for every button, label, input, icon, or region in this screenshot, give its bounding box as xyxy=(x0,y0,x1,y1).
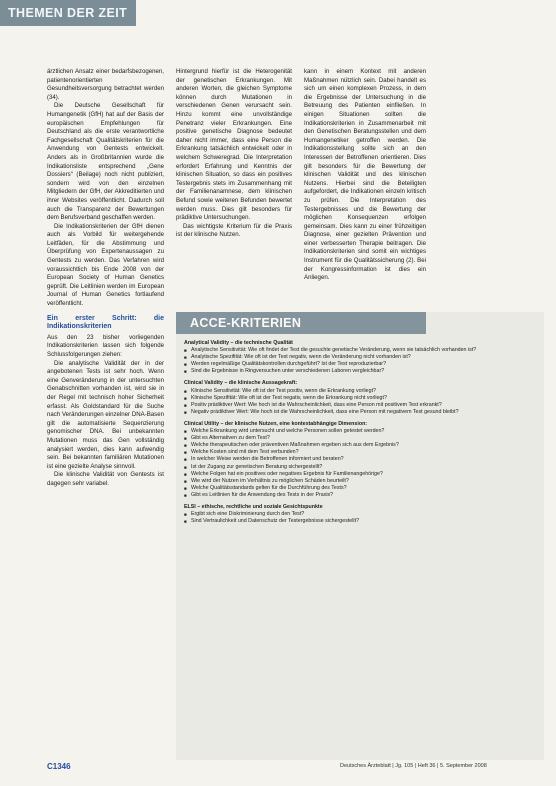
acce-criteria-box xyxy=(176,312,544,760)
criteria-section xyxy=(184,421,536,499)
source-line: Deutsches Ärzteblatt | Jg. 105 | Heft 36 | 5. September 2008 xyxy=(340,763,487,769)
box-title: ACCE-KRITERIEN xyxy=(190,316,302,330)
criteria-section xyxy=(184,340,536,375)
criteria-item: ■ Sind Vertraulichkeit und Datenschutz der Testergebnisse sichergestellt? xyxy=(184,518,536,525)
criteria-item: ■ Negativ prädiktiver Wert: Wie hoch ist die Wahrscheinlichkeit, dass eine Person mit negativem Test gesund bleibt? xyxy=(184,409,536,416)
paragraph: Die klinische Validität von Gentests ist dagegen sehr variabel. xyxy=(47,471,164,487)
criteria-item: ■ Werden regelmäßige Qualitätskontrollen durchgeführt? Ist der Test reproduzierbar? xyxy=(184,361,536,368)
criteria-heading: Clinical Utility – der klinische Nutzen, eine kontextabhängige Dimension: xyxy=(184,420,368,427)
paragraph: Die Deutsche Gesellschaft für Humangenetik (GfH) hat auf der Basis der europäischen Empfehlungen für Deutschland als die erste verantwortliche Fachgesellschaft Qualitätskriterien für die Anwendung von Gentests entwickelt. Anders als in Großbritannien wurde die Indikationsliste entsprechend „Gene Dossiers“ (Beilage) noch nicht publiziert, sondern wird von den einzelnen Mitgliedern der GfH, der Akkreditierten und ihrer Websites veröffentlicht. Dadurch soll auch die Transparenz der Bewertungen dem Berufsverband geschaffen werden. xyxy=(47,102,164,222)
paragraph: Das wichtigste Kriterium für die Praxis ist der klinische Nutzen. xyxy=(176,222,292,239)
box-header xyxy=(176,312,426,334)
criteria-item: ■ Gibt es Alternativen zu dem Test? xyxy=(184,435,536,442)
criteria-list xyxy=(184,511,536,525)
criteria-item: ■ Klinische Spezifität: Wie oft ist der Test negativ, wenn die Erkrankung nicht vorliegt? xyxy=(184,395,536,402)
paragraph: Aus den 23 bisher vorliegenden Indikationskriterien lassen sich folgende Schlussfolgerungen ziehen: xyxy=(47,333,164,358)
paragraph: kann in einem Kontext mit anderen Maßnahmen nützlich sein. Dabei handelt es sich um einen komplexen Prozess, in dem die Ergebnisse der Untersuchung in die Betreuung des Patienten einfließen. In einigen Situationen sollten die Indikationskriterien in Zusammenarbeit mit den Genetischen Beratungsstellen und dem Humangenetiker getroffen werden. Die Indikationsstellung sollte sich an den Interessen der Betroffenen orientieren. Dies gilt besonders für die Bewertung der klinischen Validität und des klinischen Nutzens. Hierbei sind die Beteiligten aufgefordert, die Indikationen einzeln kritisch zu prüfen. Die Interpretation des Testergebnisses und die Bewertung der möglichen Konsequenzen erfolgen gemeinsam. Dies kann zu einer frühzeitigen Diagnose, einer gezielten Prävention und einer verbesserten Therapie beitragen. Die Indikationskriterien sind somit ein wichtiges Instrument für die Qualitätssicherung (2). Bei der Kongressinformation ist dies ein Anliegen. xyxy=(304,68,426,282)
criteria-item: ■ Gibt es Leitlinien für die Anwendung des Tests in der Praxis? xyxy=(184,492,536,499)
text-column-1 xyxy=(47,68,164,489)
criteria-item: ■ Analytische Spezifität: Wie oft ist der Test negativ, wenn die Veränderung nicht vorhanden ist? xyxy=(184,354,536,361)
criteria-item: ■ Klinische Sensitivität: Wie oft ist der Test positiv, wenn die Erkrankung vorliegt? xyxy=(184,388,536,395)
section-title: THEMEN DER ZEIT xyxy=(8,6,128,20)
text-column-2 xyxy=(176,68,292,240)
criteria-item: ■ Ist der Zugang zur genetischen Beratung sichergestellt? xyxy=(184,464,536,471)
criteria-item: ■ Welche Erkrankung wird untersucht und welche Personen sollen getestet werden? xyxy=(184,428,536,435)
text-column-3 xyxy=(304,68,426,283)
paragraph: ärztlichen Ansatz einer bedarfsbezogenen, patientenorientierten Gesundheitsversorgung betrachtet werden (34). xyxy=(47,68,164,101)
subheading: Ein erster Schritt: die Indikationskriterien xyxy=(47,314,164,331)
criteria-section xyxy=(184,504,536,525)
criteria-item: ■ Welche Folgen hat ein positives oder negatives Ergebnis für Familienangehörige? xyxy=(184,471,536,478)
criteria-item: ■ Welche therapeutischen oder präventiven Maßnahmen ergeben sich aus dem Ergebnis? xyxy=(184,442,536,449)
box-body xyxy=(184,340,536,530)
criteria-item: ■ Welche Qualitätsstandards gelten für die Durchführung des Tests? xyxy=(184,485,536,492)
criteria-heading: Clinical Validity – die klinische Aussagekraft: xyxy=(184,380,298,387)
criteria-list xyxy=(184,428,536,499)
criteria-item: ■ Positiv prädiktiver Wert: Wie hoch ist die Wahrscheinlichkeit, dass eine Person mit positivem Test erkrankt? xyxy=(184,402,536,409)
criteria-list xyxy=(184,388,536,416)
criteria-heading: ELSI – ethische, rechtliche und soziale Gesichtspunkte xyxy=(184,503,323,510)
criteria-section xyxy=(184,380,536,415)
criteria-item: ■ In welcher Weise werden die Betroffenen informiert und beraten? xyxy=(184,456,536,463)
criteria-item: ■ Sind die Ergebnisse in Ringversuchen unter verschiedenen Laboren vergleichbar? xyxy=(184,368,536,375)
paragraph: Hintergrund hierfür ist die Heterogenität der genetischen Erkrankungen. Mit anderen Worten, die gleichen Symptome können durch Mutationen in verschiedenen Genen verursacht sein. Hinzu kommt eine unvollständige Penetranz vieler Erkrankungen. Eine positive genetische Diagnose bedeutet daher nicht immer, dass eine Person die Erkrankung tatsächlich entwickelt oder in welchem Schweregrad. Die Interpretation erfordert Erfahrung und Kenntnis der klinischen Situation, so dass ein positives Testergebnis stets im Zusammenhang mit der Familienanamnese, dem klinischen Befund sowie weiteren Befunden bewertet werden muss. Dies gilt besonders für prädiktive Untersuchungen. xyxy=(176,68,292,222)
criteria-item: ■ Ergibt sich eine Diskriminierung durch den Test? xyxy=(184,511,536,518)
criteria-list xyxy=(184,347,536,375)
paragraph: Die Indikationskriterien der GfH dienen auch als Vorbild für weitergehende Leitfäden, für die Abstimmung und Überprüfung von Expertenaussagen zu Gentests zu werden. Das Verfahren wird voraussichtlich bis Ende 2008 von der European Society of Human Genetics geprüft. Die Leitlinien werden im European Journal of Human Genetics fortlaufend veröffentlicht. xyxy=(47,222,164,308)
criteria-item: ■ Wie wird der Nutzen im Verhältnis zu möglichen Schäden beurteilt? xyxy=(184,478,536,485)
criteria-item: ■ Welche Kosten sind mit dem Test verbunden? xyxy=(184,449,536,456)
criteria-heading: Analytical Validity – die technische Qualität xyxy=(184,340,293,346)
page-number: C1346 xyxy=(47,762,71,771)
paragraph: Die analytische Validität der in der angebotenen Tests ist sehr hoch. Wenn eine Genveränderung in der untersuchten Genabschnitten vorhanden ist, wird sie in der Regel mit technisch hoher Sicherheit erfasst. Als Goldstandard für die Suche nach Veränderungen einzelner DNA-Basen gilt die automatisierte Sequenzierung genomischer DNA. Bei unbekannten Mutationen muss das Gen vollständig analysiert werden, dies kann aufwendig sein. Bei bekannten familiären Mutationen ist eine gezielte Analyse sinnvoll. xyxy=(47,359,164,470)
section-tab xyxy=(0,0,136,26)
criteria-item: ■ Analytische Sensitivität: Wie oft findet der Test die gesuchte genetische Veränderung, wenn sie tatsächlich vorhanden ist? xyxy=(184,347,536,354)
